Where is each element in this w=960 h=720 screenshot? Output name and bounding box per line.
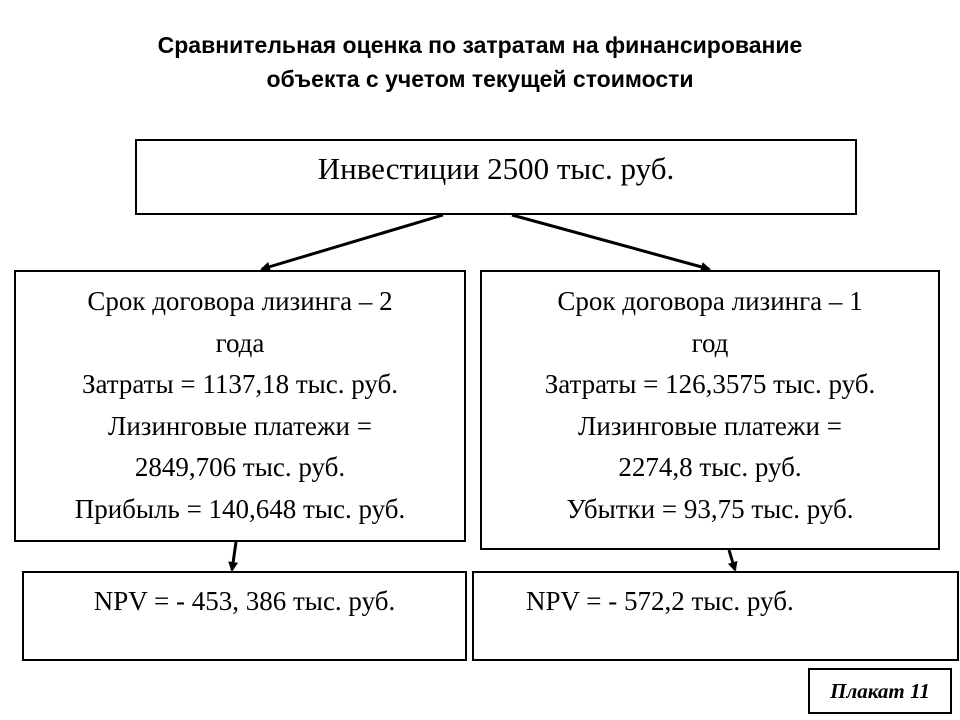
npv-1-year-value: NPV = - 572,2 тыс. руб. — [526, 586, 794, 616]
title-line-1: Сравнительная оценка по затратам на финансирование — [157, 32, 803, 58]
lease-2-years-payments-label: Лизинговые платежи = — [108, 410, 372, 441]
lease-2-years-line-1: Срок договора лизинга – 2 — [87, 286, 393, 316]
poster-tag: Плакат 11 — [808, 668, 952, 714]
lease-1-year-line-1: Срок договора лизинга – 1 — [557, 286, 863, 316]
arrow-1-year-to-npv — [729, 550, 735, 570]
title-line-2: объекта с учетом текущей стоимости — [266, 66, 694, 92]
investment-box — [135, 139, 857, 215]
lease-1-year-costs: Затраты = 126,3575 тыс. руб. — [544, 369, 876, 399]
lease-1-year-payments-value: 2274,8 тыс. руб. — [618, 452, 802, 482]
lease-2-years-line-2: года — [215, 327, 265, 358]
lease-2-years-profit: Прибыль = 140,648 тыс. руб. — [74, 493, 406, 524]
npv-2-years-value: NPV = - 453, 386 тыс. руб. — [93, 586, 396, 616]
lease-2-years-payments-value: 2849,706 тыс. руб. — [134, 452, 346, 482]
lease-2-years-box — [14, 270, 466, 542]
lease-1-year-losses: Убытки = 93,75 тыс. руб. — [566, 493, 854, 524]
lease-1-year-payments-label: Лизинговые платежи = — [578, 410, 842, 441]
investment-label: Инвестиции 2500 тыс. руб. — [317, 151, 675, 186]
arrow-2-years-to-npv — [232, 542, 236, 570]
npv-2-years-box — [22, 571, 467, 661]
npv-1-year-box — [472, 571, 959, 661]
lease-2-years-costs: Затраты = 1137,18 тыс. руб. — [81, 369, 399, 399]
lease-1-year-box — [480, 270, 940, 550]
arrow-investment-to-2-years — [262, 215, 443, 269]
arrow-investment-to-1-year — [512, 215, 709, 269]
lease-1-year-line-2: год — [691, 327, 729, 358]
